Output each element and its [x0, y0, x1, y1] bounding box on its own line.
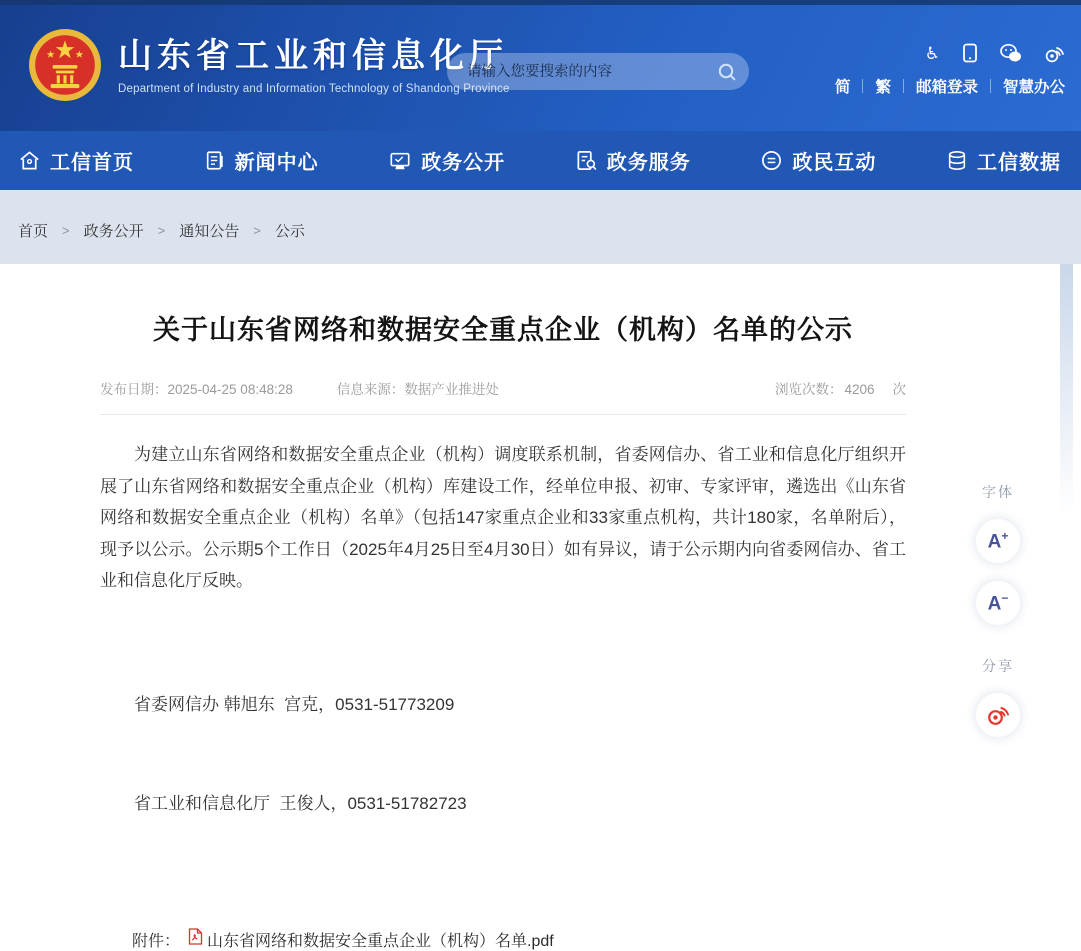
font-decrease-button[interactable]: [975, 580, 1021, 626]
divider: [990, 79, 991, 93]
nav-label: 政务服务: [606, 152, 691, 174]
nav-item-gov-info[interactable]: [388, 146, 505, 175]
pdf-icon: [188, 928, 203, 945]
nav-item-interaction[interactable]: [760, 146, 876, 175]
news-icon: [204, 149, 226, 172]
font-increase-button[interactable]: [975, 518, 1021, 564]
main-nav: [0, 131, 1081, 190]
contact-line: 省工业和信息化厅 王俊人，0531-51782723: [134, 793, 467, 813]
lang-traditional-link[interactable]: 繁: [875, 79, 891, 96]
database-icon: [946, 149, 968, 172]
home-icon: [18, 149, 41, 172]
attachment-link[interactable]: 山东省网络和数据安全重点企业（机构）名单.pdf: [207, 932, 554, 950]
article-title: 关于山东省网络和数据安全重点企业（机构）名单的公示: [153, 315, 853, 345]
site-header: [0, 0, 1081, 131]
font-size-label: 字体: [982, 484, 1014, 500]
article-meta: [100, 378, 906, 415]
breadcrumb-separator: >: [253, 223, 261, 238]
breadcrumb-band: [0, 190, 1081, 264]
nav-item-data[interactable]: [946, 146, 1061, 175]
nav-label: 新闻中心: [234, 152, 319, 174]
font-decrease-glyph: A−: [987, 591, 1009, 615]
national-emblem-logo: [28, 28, 102, 102]
comment-icon: [760, 149, 783, 172]
info-source: 信息来源：数据产业推进处: [336, 382, 499, 397]
search-icon: [717, 62, 737, 82]
breadcrumb-gov-info[interactable]: 政务公开: [83, 223, 144, 240]
divider: [862, 79, 863, 93]
nav-label: 政务公开: [421, 152, 506, 174]
weibo-header-icon[interactable]: [1044, 44, 1065, 63]
service-doc-icon: [575, 149, 598, 172]
breadcrumb-separator: >: [157, 223, 166, 238]
page-tools: [967, 482, 1029, 738]
nav-item-home[interactable]: [18, 146, 134, 175]
site-brand[interactable]: [28, 28, 510, 102]
search-button[interactable]: [715, 53, 749, 90]
nav-item-news[interactable]: [204, 146, 319, 175]
publish-date: 发布日期：2025-04-25 08:48:28: [100, 382, 293, 397]
breadcrumb-separator: >: [62, 223, 70, 238]
content-area: [0, 264, 1081, 950]
contact-line: 省委网信办 韩旭东 宫克，0531-51773209: [134, 694, 455, 714]
site-subtitle: Department of Industry and Information Technology of Shandong Province: [118, 82, 510, 95]
site-title: 山东省工业和信息化厅: [118, 36, 508, 75]
breadcrumb-home[interactable]: 首页: [18, 223, 49, 240]
nav-item-gov-services[interactable]: [575, 146, 691, 175]
divider: [903, 79, 904, 93]
header-icon-row: [835, 42, 1065, 64]
mail-login-link[interactable]: 邮箱登录: [915, 79, 978, 96]
breadcrumb: [0, 190, 1081, 241]
smart-office-link[interactable]: 智慧办公: [1002, 79, 1065, 96]
monitor-icon: [388, 150, 412, 172]
article-paragraph: 为建立山东省网络和数据安全重点企业（机构）调度联系机制，省委网信办、省工业和信息化厅组织开展了山东省网络和数据安全重点企业（机构）库建设工作，经单位申报、初审、专家评审，遴选出《山东省网络和数据安全重点企业（机构）名单》（包括147家重点企业和33家重点机构，共计180家，名单附后），现予以公示。公示期5个工作日（2025年4月25日至4月30日）如有异议，请于公示期内向省委网信办、省工业和信息化厅反映。: [100, 445, 906, 590]
breadcrumb-notices[interactable]: 通知公告: [179, 223, 240, 240]
nav-label: 政民互动: [792, 152, 877, 174]
breadcrumb-announcement[interactable]: 公示: [274, 223, 305, 240]
mobile-icon[interactable]: [962, 43, 978, 63]
search-bar: [447, 53, 749, 90]
font-increase-glyph: A+: [987, 529, 1009, 553]
view-count: 浏览次数： 4206 次: [774, 382, 906, 397]
header-utility-area: [835, 42, 1065, 97]
contact-lines: [100, 622, 906, 886]
header-links-row: [835, 75, 1065, 97]
accessibility-icon[interactable]: ♿: [924, 43, 940, 63]
article: [100, 312, 906, 951]
weibo-share-button[interactable]: [975, 692, 1021, 738]
lang-simplified-link[interactable]: 简: [834, 79, 851, 96]
weibo-icon: [986, 704, 1010, 726]
nav-label: 工信数据: [976, 152, 1061, 174]
attachment-label: 附件：: [132, 932, 181, 950]
search-input[interactable]: [447, 53, 715, 90]
share-label: 分享: [982, 658, 1014, 674]
wechat-icon[interactable]: [1000, 44, 1022, 63]
nav-label: 工信首页: [50, 152, 134, 174]
attachment-row: [100, 928, 906, 951]
right-edge-shade: [1060, 264, 1073, 544]
